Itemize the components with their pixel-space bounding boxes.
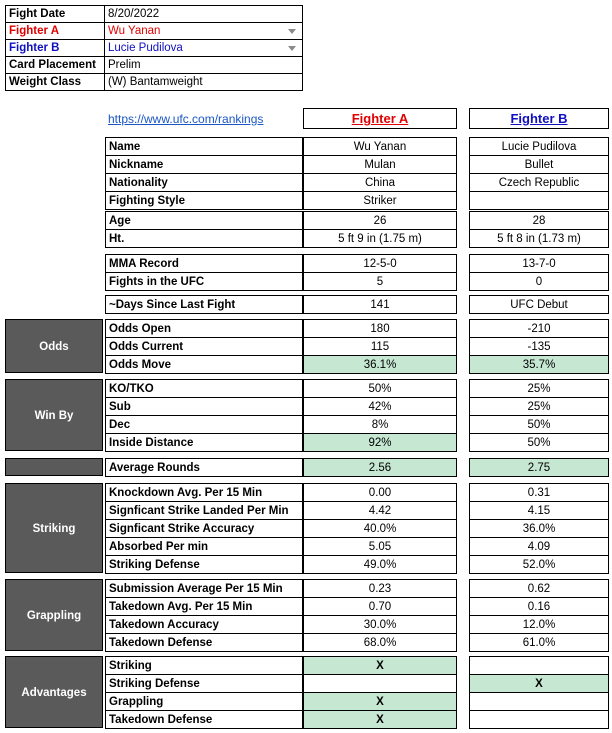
advantages-value-a[interactable]: X xyxy=(304,711,457,729)
advantages-value-a[interactable]: X xyxy=(304,693,457,711)
advantages-value-a[interactable] xyxy=(304,675,457,693)
odds-value-b[interactable]: -135 xyxy=(470,338,609,356)
odds-row-b xyxy=(470,356,609,374)
profile-row-a xyxy=(304,192,457,210)
record-value-a[interactable]: 5 xyxy=(304,273,457,291)
odds-row xyxy=(106,320,303,338)
physical-row xyxy=(106,212,303,230)
grappling-row xyxy=(106,598,303,616)
winby-value-b[interactable]: 50% xyxy=(470,434,609,452)
fighter-b-label: Fighter B xyxy=(6,40,105,57)
physical-fighter-a xyxy=(303,211,457,248)
winby-row-a xyxy=(304,380,457,398)
record-value-a[interactable]: 12-5-0 xyxy=(304,255,457,273)
days-row-a xyxy=(304,296,457,314)
grappling-row-b xyxy=(470,598,609,616)
weight-value[interactable]: (W) Bantamweight xyxy=(105,74,303,91)
profile-row-b xyxy=(470,156,609,174)
profile-row-b xyxy=(470,174,609,192)
profile-value-a[interactable]: China xyxy=(304,174,457,192)
record-row-a xyxy=(304,255,457,273)
fighter-a-row xyxy=(6,23,303,40)
profile-value-b[interactable] xyxy=(470,192,609,210)
winby-label: Sub xyxy=(106,398,303,416)
odds-labels xyxy=(105,319,303,374)
rankings-link[interactable]: https://www.ufc.com/rankings xyxy=(108,112,264,126)
physical-labels xyxy=(105,211,303,248)
winby-row-b xyxy=(470,434,609,452)
grappling-value-b[interactable]: 0.62 xyxy=(470,580,609,598)
days-fighter-b xyxy=(469,295,609,314)
physical-row-a xyxy=(304,230,457,248)
days-row xyxy=(106,296,303,314)
odds-value-a[interactable]: 115 xyxy=(304,338,457,356)
grappling-fighter-a xyxy=(303,579,457,652)
grappling-value-a[interactable]: 68.0% xyxy=(304,634,457,652)
avg-rounds-fighter-a xyxy=(303,458,457,477)
striking-row-a xyxy=(304,556,457,574)
advantages-value-b[interactable] xyxy=(470,693,609,711)
advantages-row-b xyxy=(470,657,609,675)
winby-row xyxy=(106,380,303,398)
striking-label: Striking Defense xyxy=(106,556,303,574)
striking-value-a[interactable]: 4.42 xyxy=(304,502,457,520)
profile-row-a xyxy=(304,138,457,156)
striking-value-a[interactable]: 49.0% xyxy=(304,556,457,574)
winby-fighter-b xyxy=(469,379,609,452)
advantages-row-a xyxy=(304,675,457,693)
avg-rounds-fighter-b xyxy=(469,458,609,477)
winby-value-b[interactable]: 25% xyxy=(470,380,609,398)
advantages-value-b[interactable] xyxy=(470,711,609,729)
odds-value-b[interactable]: -210 xyxy=(470,320,609,338)
striking-row-b xyxy=(470,520,609,538)
profile-fighter-b xyxy=(469,137,609,210)
winby-value-a[interactable]: 92% xyxy=(304,434,457,452)
striking-value-a[interactable]: 0.00 xyxy=(304,484,457,502)
striking-row-a xyxy=(304,484,457,502)
advantages-row xyxy=(106,675,303,693)
grappling-label: Submission Average Per 15 Min xyxy=(106,580,303,598)
profile-row-b xyxy=(470,138,609,156)
avg-rounds-section-header xyxy=(5,458,103,476)
striking-value-b[interactable]: 52.0% xyxy=(470,556,609,574)
fighter-b-header: Fighter B xyxy=(469,108,609,129)
days-row-b xyxy=(470,296,609,314)
grappling-value-b[interactable]: 12.0% xyxy=(470,616,609,634)
odds-row xyxy=(106,338,303,356)
striking-row xyxy=(106,556,303,574)
winby-label: KO/TKO xyxy=(106,380,303,398)
grappling-row-a xyxy=(304,616,457,634)
grappling-value-b[interactable]: 61.0% xyxy=(470,634,609,652)
profile-labels xyxy=(105,137,303,210)
winby-row-b xyxy=(470,380,609,398)
odds-fighter-a xyxy=(303,319,457,374)
profile-value-b[interactable]: Lucie Pudilova xyxy=(470,138,609,156)
odds-row-a xyxy=(304,356,457,374)
profile-value-a[interactable]: Striker xyxy=(304,192,457,210)
winby-row xyxy=(106,398,303,416)
winby-row-a xyxy=(304,434,457,452)
winby-value-a[interactable]: 8% xyxy=(304,416,457,434)
physical-value-a[interactable]: 26 xyxy=(304,212,457,230)
physical-fighter-b xyxy=(469,211,609,248)
advantages-row-a xyxy=(304,693,457,711)
grappling-value-a[interactable]: 0.23 xyxy=(304,580,457,598)
fighter-a-select[interactable]: Wu Yanan xyxy=(105,23,303,40)
profile-row-a xyxy=(304,156,457,174)
avg-rounds-labels xyxy=(105,458,303,477)
winby-fighter-a xyxy=(303,379,457,452)
avg-rounds-row-b xyxy=(470,459,609,477)
record-row-b xyxy=(470,273,609,291)
avg-rounds-value-a[interactable]: 2.56 xyxy=(304,459,457,477)
profile-label: Nationality xyxy=(106,174,303,192)
striking-fighter-a xyxy=(303,483,457,574)
advantages-row-b xyxy=(470,693,609,711)
grappling-row-a xyxy=(304,580,457,598)
days-value-b[interactable]: UFC Debut xyxy=(470,296,609,314)
striking-label: Absorbed Per min xyxy=(106,538,303,556)
odds-fighter-b xyxy=(469,319,609,374)
avg-rounds-row xyxy=(106,459,303,477)
winby-row-a xyxy=(304,416,457,434)
winby-value-b[interactable]: 50% xyxy=(470,416,609,434)
record-value-b[interactable]: 0 xyxy=(470,273,609,291)
grappling-row-a xyxy=(304,598,457,616)
odds-label: Odds Current xyxy=(106,338,303,356)
advantages-row xyxy=(106,657,303,675)
grappling-row xyxy=(106,616,303,634)
striking-value-b[interactable]: 4.09 xyxy=(470,538,609,556)
striking-value-a[interactable]: 5.05 xyxy=(304,538,457,556)
striking-row-b xyxy=(470,556,609,574)
profile-row-a xyxy=(304,174,457,192)
advantages-label: Striking xyxy=(106,657,303,675)
weight-row xyxy=(6,74,303,91)
winby-row-b xyxy=(470,398,609,416)
odds-value-a[interactable]: 180 xyxy=(304,320,457,338)
profile-fighter-a xyxy=(303,137,457,210)
grappling-value-b[interactable]: 0.16 xyxy=(470,598,609,616)
physical-row-a xyxy=(304,212,457,230)
advantages-row xyxy=(106,693,303,711)
grappling-row-b xyxy=(470,634,609,652)
winby-row-a xyxy=(304,398,457,416)
physical-row xyxy=(106,230,303,248)
record-label: MMA Record xyxy=(106,255,303,273)
fight-date-row xyxy=(6,6,303,23)
striking-label: Signficant Strike Accuracy xyxy=(106,520,303,538)
physical-label: Age xyxy=(106,212,303,230)
fighter-b-select[interactable]: Lucie Pudilova xyxy=(105,40,303,57)
record-row xyxy=(106,255,303,273)
weight-label: Weight Class xyxy=(6,74,105,91)
advantages-row-b xyxy=(470,711,609,729)
profile-row xyxy=(106,174,303,192)
avg-rounds-row-a xyxy=(304,459,457,477)
fighter-a-label: Fighter A xyxy=(6,23,105,40)
grappling-row-b xyxy=(470,580,609,598)
record-fighter-b xyxy=(469,254,609,291)
advantages-label: Striking Defense xyxy=(106,675,303,693)
grappling-fighter-b xyxy=(469,579,609,652)
avg-rounds-label: Average Rounds xyxy=(106,459,303,477)
winby-row-b xyxy=(470,416,609,434)
physical-row-b xyxy=(470,212,609,230)
odds-section-header: Odds xyxy=(5,319,103,373)
advantages-value-b[interactable]: X xyxy=(470,675,609,693)
profile-row xyxy=(106,156,303,174)
striking-row xyxy=(106,538,303,556)
odds-row-a xyxy=(304,320,457,338)
advantages-fighter-b xyxy=(469,656,609,729)
striking-labels xyxy=(105,483,303,574)
winby-section-header: Win By xyxy=(5,379,103,451)
profile-label: Fighting Style xyxy=(106,192,303,210)
winby-row xyxy=(106,416,303,434)
odds-row-b xyxy=(470,320,609,338)
advantages-fighter-a xyxy=(303,656,457,729)
striking-value-a[interactable]: 40.0% xyxy=(304,520,457,538)
winby-label: Inside Distance xyxy=(106,434,303,452)
advantages-section-header: Advantages xyxy=(5,656,103,728)
striking-label: Signficant Strike Landed Per Min xyxy=(106,502,303,520)
striking-row-a xyxy=(304,538,457,556)
winby-labels xyxy=(105,379,303,452)
physical-label: Ht. xyxy=(106,230,303,248)
advantages-row-b xyxy=(470,675,609,693)
odds-label: Odds Open xyxy=(106,320,303,338)
fight-date-value[interactable]: 8/20/2022 xyxy=(105,6,303,23)
striking-row-a xyxy=(304,502,457,520)
card-label: Card Placement xyxy=(6,57,105,74)
days-label: ~Days Since Last Fight xyxy=(106,296,303,314)
striking-row-b xyxy=(470,538,609,556)
card-value[interactable]: Prelim xyxy=(105,57,303,74)
winby-row xyxy=(106,434,303,452)
advantages-row xyxy=(106,711,303,729)
grappling-row xyxy=(106,634,303,652)
fight-date-label: Fight Date xyxy=(6,6,105,23)
avg-rounds-value-b[interactable]: 2.75 xyxy=(470,459,609,477)
advantages-label: Grappling xyxy=(106,693,303,711)
striking-row-a xyxy=(304,520,457,538)
advantages-labels xyxy=(105,656,303,729)
profile-value-b[interactable]: Czech Republic xyxy=(470,174,609,192)
profile-value-a[interactable]: Wu Yanan xyxy=(304,138,457,156)
striking-row xyxy=(106,484,303,502)
odds-row-b xyxy=(470,338,609,356)
profile-row-b xyxy=(470,192,609,210)
profile-row xyxy=(106,192,303,210)
advantages-value-a[interactable]: X xyxy=(304,657,457,675)
striking-row xyxy=(106,502,303,520)
grappling-labels xyxy=(105,579,303,652)
odds-row xyxy=(106,356,303,374)
record-row xyxy=(106,273,303,291)
profile-label: Nickname xyxy=(106,156,303,174)
advantages-value-b[interactable] xyxy=(470,657,609,675)
grappling-row-b xyxy=(470,616,609,634)
record-labels xyxy=(105,254,303,291)
striking-fighter-b xyxy=(469,483,609,574)
fight-info-table xyxy=(5,5,303,91)
physical-value-b[interactable]: 28 xyxy=(470,212,609,230)
striking-value-b[interactable]: 36.0% xyxy=(470,520,609,538)
striking-label: Knockdown Avg. Per 15 Min xyxy=(106,484,303,502)
advantages-row-a xyxy=(304,657,457,675)
striking-value-b[interactable]: 0.31 xyxy=(470,484,609,502)
striking-row-b xyxy=(470,502,609,520)
grappling-label: Takedown Defense xyxy=(106,634,303,652)
grappling-row-a xyxy=(304,634,457,652)
record-row-b xyxy=(470,255,609,273)
winby-value-a[interactable]: 42% xyxy=(304,398,457,416)
odds-value-a[interactable]: 36.1% xyxy=(304,356,457,374)
grappling-label: Takedown Avg. Per 15 Min xyxy=(106,598,303,616)
record-row-a xyxy=(304,273,457,291)
grappling-row xyxy=(106,580,303,598)
card-row xyxy=(6,57,303,74)
physical-value-a[interactable]: 5 ft 9 in (1.75 m) xyxy=(304,230,457,248)
striking-section-header: Striking xyxy=(5,483,103,573)
profile-value-b[interactable]: Bullet xyxy=(470,156,609,174)
days-fighter-a xyxy=(303,295,457,314)
odds-row-a xyxy=(304,338,457,356)
winby-label: Dec xyxy=(106,416,303,434)
days-value-a[interactable]: 141 xyxy=(304,296,457,314)
grappling-value-a[interactable]: 0.70 xyxy=(304,598,457,616)
fighter-b-row xyxy=(6,40,303,57)
record-value-b[interactable]: 13-7-0 xyxy=(470,255,609,273)
odds-value-b[interactable]: 35.7% xyxy=(470,356,609,374)
odds-label: Odds Move xyxy=(106,356,303,374)
winby-value-b[interactable]: 25% xyxy=(470,398,609,416)
fighter-a-header: Fighter A xyxy=(303,108,457,129)
days-labels xyxy=(105,295,303,314)
advantages-row-a xyxy=(304,711,457,729)
record-fighter-a xyxy=(303,254,457,291)
physical-row-b xyxy=(470,230,609,248)
profile-label: Name xyxy=(106,138,303,156)
grappling-section-header: Grappling xyxy=(5,579,103,651)
striking-value-b[interactable]: 4.15 xyxy=(470,502,609,520)
striking-row xyxy=(106,520,303,538)
physical-value-b[interactable]: 5 ft 8 in (1.73 m) xyxy=(470,230,609,248)
winby-value-a[interactable]: 50% xyxy=(304,380,457,398)
grappling-label: Takedown Accuracy xyxy=(106,616,303,634)
record-label: Fights in the UFC xyxy=(106,273,303,291)
profile-row xyxy=(106,138,303,156)
advantages-label: Takedown Defense xyxy=(106,711,303,729)
profile-value-a[interactable]: Mulan xyxy=(304,156,457,174)
striking-row-b xyxy=(470,484,609,502)
grappling-value-a[interactable]: 30.0% xyxy=(304,616,457,634)
